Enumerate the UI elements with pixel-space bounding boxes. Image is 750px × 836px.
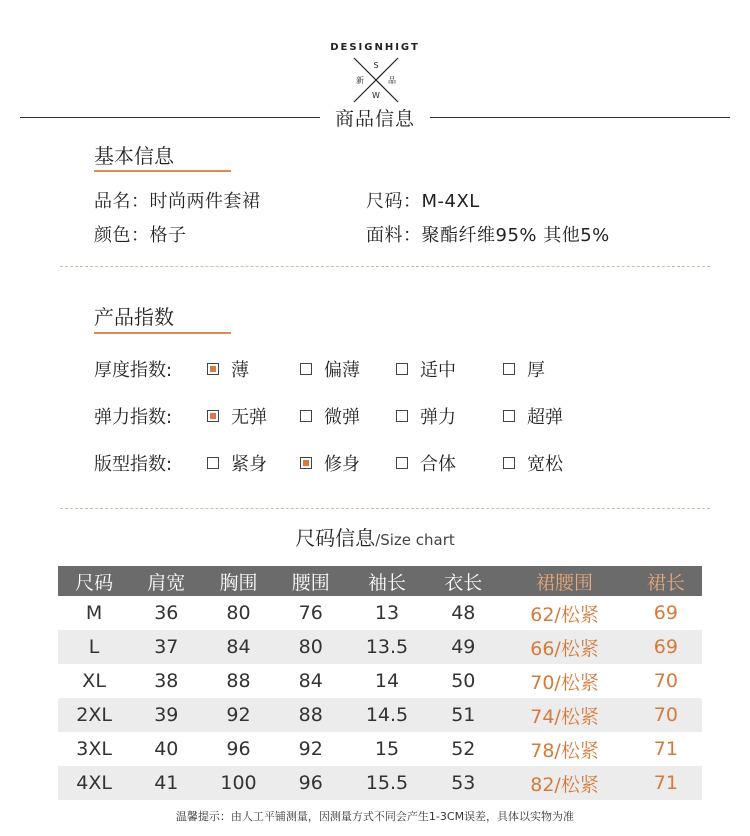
size-cell: M: [85, 602, 103, 624]
index-option-label: 弹力: [420, 407, 456, 428]
size-header-cell: 裙长: [630, 566, 702, 596]
index-option[interactable]: [503, 403, 563, 429]
info-color-value: 格子: [149, 225, 187, 246]
size-cell: 69: [630, 630, 702, 664]
info-fabric: [366, 221, 610, 247]
table-row: [58, 732, 702, 766]
size-cell: 4XL: [58, 766, 130, 800]
size-cell: 36: [154, 602, 179, 624]
index-option-label: 微弹: [324, 407, 360, 428]
index-option-label: 无弹: [231, 407, 267, 428]
page-title: [0, 104, 750, 131]
size-cell: 39: [130, 698, 202, 732]
size-cell: 52: [451, 738, 476, 760]
size-cell: 96: [226, 738, 251, 760]
table-row: [58, 766, 702, 800]
info-fabric-value: 聚酯纤维95% 其他5%: [421, 225, 610, 246]
table-row: [58, 664, 702, 698]
size-cell: L: [58, 630, 130, 664]
size-cell: 80: [275, 630, 347, 664]
index-option[interactable]: [207, 356, 249, 382]
brand-logo: [310, 34, 440, 106]
size-header-cell: 衣长: [427, 566, 499, 596]
info-name-label: 品名：: [94, 191, 150, 212]
index-row-label: 版型指数:: [94, 454, 173, 475]
size-header-cell: 尺码: [58, 566, 130, 596]
size-cell: 76: [298, 602, 323, 624]
table-row: [58, 596, 702, 630]
checkbox-icon[interactable]: [503, 363, 515, 375]
size-header-cell: 袖长: [347, 566, 427, 596]
checkbox-icon[interactable]: [503, 410, 515, 422]
size-cell: 15.5: [347, 766, 427, 800]
size-cell: 84: [202, 630, 274, 664]
info-size-value: M-4XL: [421, 191, 480, 212]
index-option[interactable]: [300, 450, 360, 476]
measurement-note: 温馨提示：由人工平铺测量，因测量方式不同会产生1-3CM误差，具体以实物为准: [175, 810, 575, 823]
checkbox-icon[interactable]: [300, 363, 312, 375]
size-cell: 66/松紧: [499, 630, 629, 664]
size-header-cell: 腰围: [275, 566, 347, 596]
basic-info-underline: [94, 170, 231, 172]
size-cell: 74/松紧: [499, 698, 629, 732]
size-cell: 70: [630, 698, 702, 732]
index-row-label: 弹力指数:: [94, 407, 173, 428]
logo-brand-text: DESIGNHIGT: [330, 42, 420, 53]
index-option[interactable]: [396, 356, 456, 382]
size-cell: 13: [374, 602, 400, 624]
divider-dashed: [60, 266, 710, 267]
logo-letter-w: W: [372, 91, 380, 100]
checkbox-icon[interactable]: [396, 410, 408, 422]
checked-checkbox-icon[interactable]: [300, 457, 312, 469]
size-cell: 88: [275, 698, 347, 732]
info-name-value: 时尚两件套裙: [149, 191, 261, 212]
checkbox-icon[interactable]: [503, 457, 515, 469]
size-cell: 38: [154, 670, 179, 692]
size-header-cell: 胸围: [202, 566, 274, 596]
size-cell: 40: [154, 738, 179, 760]
index-option-label: 宽松: [527, 454, 563, 475]
size-cell: 15: [374, 738, 400, 760]
size-cell: 88: [226, 670, 251, 692]
size-cell: 80: [226, 602, 251, 624]
index-row-label: 厚度指数:: [94, 360, 173, 381]
divider-dashed: [60, 508, 710, 509]
info-color: [94, 221, 187, 247]
info-fabric-label: 面料：: [366, 225, 422, 246]
product-index-title: 产品指数: [94, 305, 174, 329]
size-cell: 3XL: [76, 738, 112, 760]
size-header-cell: 裙腰围: [499, 566, 629, 596]
size-cell: 49: [427, 630, 499, 664]
size-cell: 84: [298, 670, 323, 692]
size-cell: 78/松紧: [530, 739, 599, 762]
size-cell: 13.5: [347, 630, 427, 664]
info-size-label: 尺码：: [366, 191, 422, 212]
size-cell: 2XL: [58, 698, 130, 732]
checkbox-icon[interactable]: [207, 457, 219, 469]
size-cell: 100: [202, 766, 274, 800]
index-option-label: 合体: [420, 454, 456, 475]
index-option-label: 厚: [527, 360, 545, 381]
size-cell: 50: [451, 670, 476, 692]
size-cell: 96: [275, 766, 347, 800]
size-cell: 48: [451, 602, 476, 624]
checkbox-icon[interactable]: [300, 410, 312, 422]
index-option-label: 偏薄: [324, 360, 360, 381]
table-row: [58, 698, 702, 732]
index-option[interactable]: [503, 450, 563, 476]
index-option-label: 修身: [324, 454, 360, 475]
basic-info-title: 基本信息: [94, 144, 174, 168]
index-option-label: 紧身: [231, 454, 267, 475]
index-option[interactable]: [503, 356, 545, 382]
logo-letter-s: S: [373, 61, 379, 70]
size-cell: 92: [202, 698, 274, 732]
size-chart-title-en: /Size chart: [375, 531, 455, 549]
index-option[interactable]: [396, 403, 456, 429]
page-title-text: 商品信息: [325, 108, 425, 130]
size-chart-title-cn: 尺码信息: [295, 526, 376, 550]
checkbox-icon[interactable]: [396, 457, 408, 469]
size-cell: 71: [653, 738, 678, 760]
size-cell: 53: [427, 766, 499, 800]
index-option[interactable]: [396, 450, 456, 476]
size-table-body: [58, 596, 702, 800]
size-cell: XL: [82, 670, 106, 692]
size-cell: 70: [653, 670, 678, 692]
size-table-header: [58, 566, 702, 596]
size-cell: 14.5: [347, 698, 427, 732]
size-header-cell: 肩宽: [130, 566, 202, 596]
logo-char-pin: 品: [388, 76, 396, 85]
size-cell: 14: [374, 670, 400, 692]
size-cell: 92: [298, 738, 323, 760]
index-option-label: 超弹: [527, 407, 563, 428]
size-chart-title: [0, 522, 750, 551]
index-option[interactable]: [207, 450, 267, 476]
size-cell: 69: [653, 602, 678, 624]
index-option[interactable]: [300, 356, 360, 382]
logo-char-xin: 新: [356, 76, 364, 85]
size-cell: 71: [630, 766, 702, 800]
index-option[interactable]: [207, 403, 267, 429]
index-option-label: 薄: [231, 360, 249, 381]
info-name: [94, 187, 261, 213]
table-row: [58, 630, 702, 664]
size-table: [58, 566, 702, 800]
size-cell: 62/松紧: [530, 603, 599, 626]
checked-checkbox-icon[interactable]: [207, 410, 219, 422]
checkbox-icon[interactable]: [396, 363, 408, 375]
index-option-label: 适中: [420, 360, 456, 381]
size-cell: 51: [427, 698, 499, 732]
size-cell: 37: [130, 630, 202, 664]
index-option[interactable]: [300, 403, 360, 429]
info-color-label: 颜色：: [94, 225, 150, 246]
checked-checkbox-icon[interactable]: [207, 363, 219, 375]
size-cell: 82/松紧: [499, 766, 629, 800]
size-cell: 70/松紧: [530, 671, 599, 694]
info-size: [366, 187, 480, 213]
product-index-underline: [94, 332, 231, 334]
size-cell: 41: [130, 766, 202, 800]
